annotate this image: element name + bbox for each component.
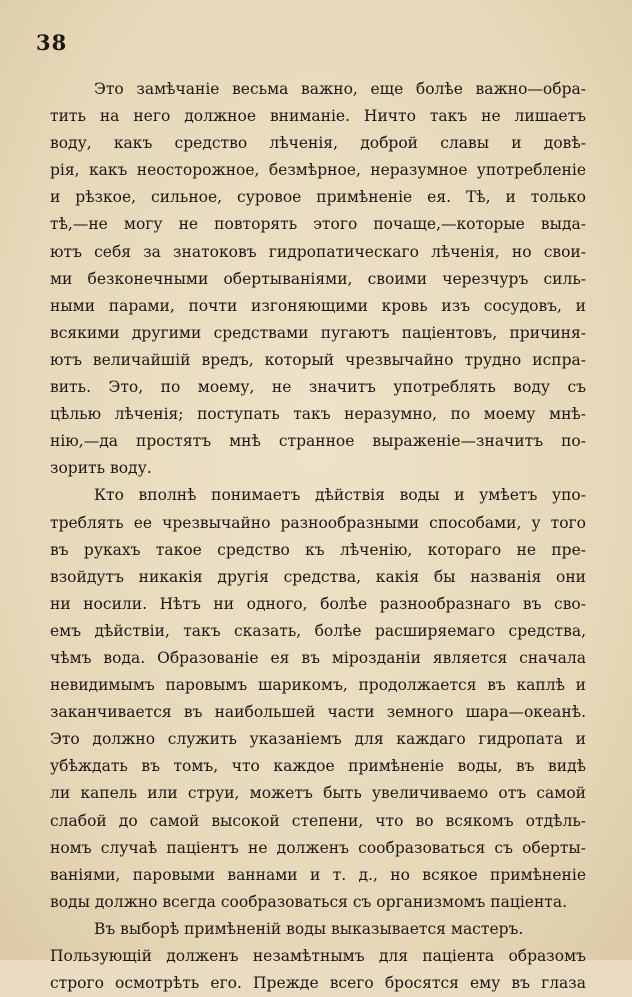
text-line: вить. Это, по моему, не значитъ употреблять воду съ bbox=[50, 378, 586, 397]
text-line: цѣлью лѣченія; поступать такъ неразумно, по моему мнѣ- bbox=[50, 405, 586, 424]
text-line: невидимымъ паровымъ шарикомъ, продолжается въ каплѣ и bbox=[50, 676, 586, 695]
text-line: треблять ее чрезвычайно разнообразными способами, у того bbox=[50, 513, 586, 532]
text-line: воду, какъ средство лѣченія, доброй славы и довѣ- bbox=[50, 134, 586, 153]
text-line: чѣмъ вода. Образованіе ея въ мірозданіи является сначала bbox=[50, 648, 586, 667]
text-line: ютъ себя за знатоковъ гидропатическаго лѣченія, но свои- bbox=[50, 242, 586, 261]
text-line: убѣждать въ томъ, что каждое примѣненіе воды, въ видѣ bbox=[50, 757, 586, 776]
body-text bbox=[50, 76, 586, 997]
text-line: Это замѣчаніе весьма важно, еще болѣе важно—обра- bbox=[94, 80, 586, 98]
text-line: ными парами, почти изгоняющими кровь изъ сосудовъ, и bbox=[50, 296, 586, 315]
text-line: въ рукахъ такое средство къ лѣченію, котораго не пре- bbox=[50, 540, 586, 559]
text-line: взойдутъ никакія другія средства, какія бы названія они bbox=[50, 567, 586, 586]
text-line: Въ выборѣ примѣненій воды выказывается мастеръ. bbox=[94, 919, 524, 938]
text-line: Это должно служить указаніемъ для каждаго гидропата и bbox=[50, 730, 586, 749]
text-line: ютъ величайшій вредъ, который чрезвычайно трудно испра- bbox=[50, 350, 586, 369]
text-line: ли капель или струи, можетъ быть увеличиваемо отъ самой bbox=[50, 784, 586, 803]
text-line: строго осмотрѣть его. Прежде всего бросятся ему въ глаза bbox=[50, 974, 586, 993]
text-line: рія, какъ неосторожное, безмѣрное, неразумное употребленіе bbox=[50, 161, 586, 180]
text-line: емъ дѣйствіи, такъ сказать, болѣе расширяемаго средства, bbox=[50, 621, 586, 640]
text-line: ваніями, паровыми ваннами и т. д., но всякое примѣненіе bbox=[50, 865, 586, 884]
text-line: тѣ,—не могу не повторять этого почаще,—которые выда- bbox=[50, 215, 586, 234]
text-line: заканчивается въ наибольшей части земного шара—океанѣ. bbox=[50, 703, 586, 722]
text-line: всякими другими средствами пугаютъ паціентовъ, причиня- bbox=[50, 323, 586, 342]
text-line: слабой до самой высокой степени, что во всякомъ отдѣль- bbox=[50, 811, 586, 830]
text-line: нію,—да простятъ мнѣ странное выраженіе—значитъ по- bbox=[50, 432, 586, 451]
text-line: ми безконечными обертываніями, своими черезчуръ силь- bbox=[50, 269, 586, 288]
page-number: 38 bbox=[36, 30, 68, 55]
text-line: зорить воду. bbox=[50, 459, 152, 478]
text-line: номъ случаѣ паціентъ не долженъ сообразоваться съ оберты- bbox=[50, 838, 586, 857]
text-line: Пользующій долженъ незамѣтнымъ для паціента образомъ bbox=[50, 947, 586, 965]
text-line: Кто вполнѣ понимаетъ дѣйствія воды и умѣетъ упо- bbox=[94, 486, 586, 505]
text-line: ни носили. Нѣтъ ни одного, болѣе разнообразнаго въ сво- bbox=[50, 594, 586, 613]
text-line: воды должно всегда сообразоваться съ организмомъ паціента. bbox=[50, 892, 568, 911]
text-line: и рѣзкое, сильное, суровое примѣненіе ея. Тѣ, и только bbox=[50, 188, 586, 207]
text-line: тить на него должное вниманіе. Ничто такъ не лишаетъ bbox=[50, 107, 586, 126]
